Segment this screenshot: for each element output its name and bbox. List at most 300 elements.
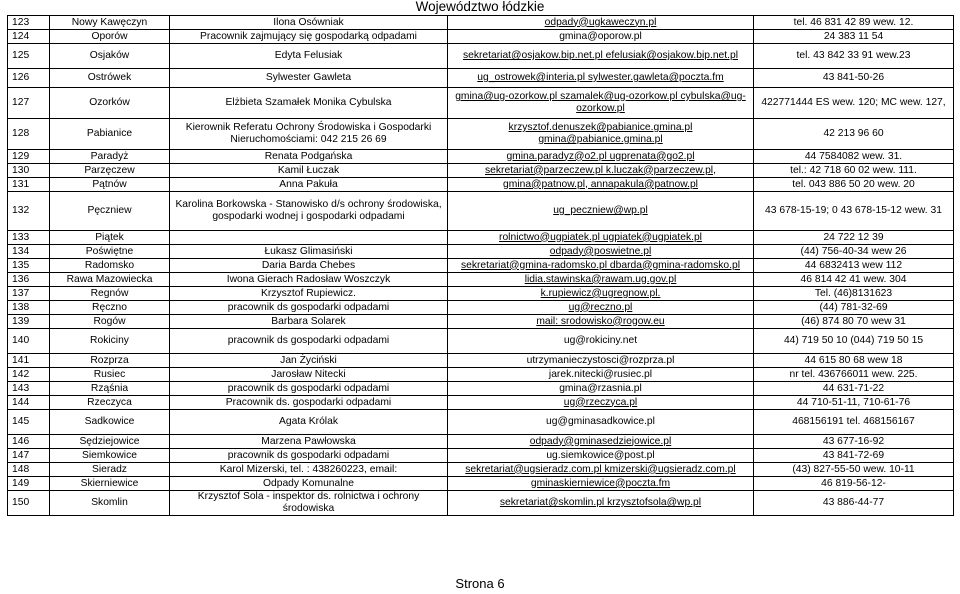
municipality-cell — [50, 30, 170, 44]
contact-person-cell — [170, 396, 448, 410]
row-number-text: 144 — [12, 396, 30, 408]
row-number — [8, 382, 50, 396]
row-number — [8, 44, 50, 69]
municipality-cell — [50, 410, 170, 435]
row-number-text: 131 — [12, 178, 30, 190]
contact-person-cell — [170, 354, 448, 368]
table-row — [8, 329, 954, 354]
row-number-text: 150 — [12, 497, 30, 508]
municipality-cell-text: Ostrówek — [87, 72, 132, 83]
phone-cell-text: tel. 46 831 42 89 wew. 12. — [793, 16, 914, 28]
municipality-cell-text: Paradyż — [90, 150, 129, 162]
phone-cell — [754, 119, 954, 150]
row-number — [8, 69, 50, 88]
contacts-table — [7, 15, 954, 516]
table-row — [8, 119, 954, 150]
email-cell[interactable] — [448, 396, 754, 410]
email-cell-text[interactable]: ug.siemkowice@post.pl — [546, 449, 655, 461]
email-cell-text[interactable]: sekretariat@gmina-radomsko.pl dbarda@gmina-radomsko.pl — [460, 259, 741, 271]
email-cell-text[interactable]: k.rupiewicz@ugregnow.pl. — [540, 287, 661, 299]
phone-cell-text: 44 710-51-11, 710-61-76 — [796, 396, 911, 408]
contact-person-cell-text: Kierownik Referatu Ochrony Środowiska i Gospodarki Nieruchomościami: 042 215 26 69 — [185, 122, 432, 145]
municipality-cell-text: Regnów — [90, 287, 129, 299]
table-row — [8, 231, 954, 245]
contact-person-cell-text: pracownik ds gospodarki odpadami — [227, 335, 390, 346]
contact-person-cell — [170, 301, 448, 315]
contact-person-cell — [170, 178, 448, 192]
table-row — [8, 491, 954, 516]
phone-cell-text: (44) 781-32-69 — [819, 301, 888, 313]
email-cell[interactable] — [448, 30, 754, 44]
municipality-cell — [50, 287, 170, 301]
contact-person-cell-text: Iwona Gierach Radosław Woszczyk — [226, 273, 391, 285]
row-number — [8, 178, 50, 192]
table-row — [8, 463, 954, 477]
phone-cell — [754, 396, 954, 410]
email-cell-text[interactable]: rolnictwo@ugpiatek.pl ugpiatek@ugpiatek.pl — [499, 231, 702, 243]
municipality-cell-text: Piątek — [95, 231, 124, 243]
row-number-text: 127 — [12, 97, 30, 108]
municipality-cell — [50, 69, 170, 88]
email-cell[interactable] — [448, 259, 754, 273]
email-cell-text[interactable]: ug_peczniew@wp.pl — [553, 205, 648, 216]
phone-cell — [754, 287, 954, 301]
table-row — [8, 273, 954, 287]
contact-person-cell — [170, 69, 448, 88]
contact-person-cell-text: Pracownik zajmujący się gospodarką odpadami — [200, 30, 417, 42]
email-cell-text[interactable]: utrzymanieczystosci@rozprza.pl — [526, 354, 675, 366]
contact-person-cell-text: Karol Mizerski, tel. : 438260223, email: — [219, 463, 398, 475]
municipality-cell-text: Skierniewice — [80, 477, 139, 489]
contact-person-cell-text: Anna Pakuła — [279, 178, 338, 190]
municipality-cell-text: Rząśnia — [90, 382, 129, 394]
municipality-cell — [50, 435, 170, 449]
email-cell-text[interactable]: gminaskierniewice@poczta.fm — [530, 477, 671, 489]
phone-cell — [754, 164, 954, 178]
municipality-cell — [50, 449, 170, 463]
phone-cell — [754, 69, 954, 88]
phone-cell-text: 43 678-15-19; 0 43 678-15-12 wew. 31 — [765, 205, 942, 216]
table-row — [8, 192, 954, 231]
email-cell-text[interactable]: gmina@rzasnia.pl — [559, 382, 642, 394]
email-cell[interactable] — [448, 245, 754, 259]
email-cell-text[interactable]: ug@rokiciny.net — [563, 335, 638, 346]
municipality-cell-text: Ręczno — [92, 301, 127, 313]
email-cell[interactable] — [448, 88, 754, 119]
email-cell[interactable] — [448, 463, 754, 477]
row-number-text: 135 — [12, 259, 30, 271]
contact-person-cell — [170, 368, 448, 382]
phone-cell-text: 42 213 96 60 — [823, 128, 884, 139]
email-cell-text[interactable]: odpady@poswietne.pl — [549, 245, 652, 257]
contact-person-cell-text: Pracownik ds. gospodarki odpadami — [225, 396, 392, 408]
email-cell[interactable] — [448, 273, 754, 287]
municipality-cell-text: Oporów — [91, 30, 128, 42]
contact-person-cell-text: pracownik ds gospodarki odpadami — [227, 382, 390, 394]
email-cell-text[interactable]: ug@rzeczyca.pl — [563, 396, 638, 408]
contact-person-cell — [170, 44, 448, 69]
contact-person-cell — [170, 231, 448, 245]
email-cell[interactable] — [448, 164, 754, 178]
municipality-cell — [50, 88, 170, 119]
contact-person-cell — [170, 463, 448, 477]
contact-person-cell-text: Renata Podgańska — [264, 150, 353, 162]
municipality-cell — [50, 119, 170, 150]
phone-cell-text: 44 7584082 wew. 31. — [804, 150, 903, 162]
row-number — [8, 410, 50, 435]
municipality-cell — [50, 463, 170, 477]
municipality-cell — [50, 259, 170, 273]
municipality-cell-text: Sieradz — [92, 463, 127, 475]
email-cell-text[interactable]: gmina@patnow.pl, annapakula@patnow.pl — [503, 178, 698, 190]
email-cell[interactable] — [448, 382, 754, 396]
phone-cell-text: tel.: 42 718 60 02 wew. 111. — [790, 164, 917, 176]
municipality-cell-text: Rogów — [93, 315, 126, 327]
email-cell[interactable] — [448, 178, 754, 192]
municipality-cell — [50, 315, 170, 329]
row-number-text: 143 — [12, 382, 30, 394]
phone-cell-text: tel. 43 842 33 91 wew.23 — [796, 50, 911, 61]
row-number-text: 141 — [12, 354, 30, 366]
phone-cell — [754, 44, 954, 69]
phone-cell — [754, 463, 954, 477]
row-number — [8, 192, 50, 231]
phone-cell-text: 24 722 12 39 — [823, 231, 884, 243]
phone-cell — [754, 477, 954, 491]
phone-cell-text: 43 841-72-69 — [822, 449, 885, 461]
municipality-cell-text: Poświętne — [85, 245, 134, 257]
row-number — [8, 463, 50, 477]
municipality-cell — [50, 16, 170, 30]
phone-cell-text: 44 6832413 wew 112 — [804, 259, 903, 271]
row-number — [8, 491, 50, 516]
municipality-cell-text: Rawa Mazowiecka — [66, 273, 153, 285]
row-number — [8, 396, 50, 410]
row-number — [8, 30, 50, 44]
row-number — [8, 287, 50, 301]
phone-cell — [754, 88, 954, 119]
contact-person-cell — [170, 382, 448, 396]
table-row — [8, 382, 954, 396]
email-cell-text[interactable]: sekretariat@osjakow.bip.net.pl efelusiak@osjakow.bip.net.pl — [462, 50, 739, 61]
table-row — [8, 16, 954, 30]
table-row — [8, 287, 954, 301]
row-number — [8, 477, 50, 491]
phone-cell — [754, 368, 954, 382]
email-cell-text[interactable]: sekretariat@ugsieradz.com.pl kmizerski@ugsieradz.com.pl — [465, 463, 736, 475]
row-number — [8, 368, 50, 382]
email-cell-text[interactable]: gmina.paradyz@o2.pl ugprenata@go2.pl — [506, 150, 695, 162]
email-cell-text[interactable]: odpady@gminasedziejowice.pl — [529, 435, 672, 447]
row-number — [8, 259, 50, 273]
phone-cell — [754, 491, 954, 516]
municipality-cell-text: Nowy Kawęczyn — [71, 16, 148, 28]
table-row — [8, 150, 954, 164]
contact-person-cell-text: Elżbieta Szamałek Monika Cybulska — [225, 97, 392, 108]
row-number-text: 128 — [12, 128, 30, 139]
phone-cell-text: tel. 043 886 50 20 wew. 20 — [792, 178, 915, 190]
row-number-text: 142 — [12, 368, 30, 380]
email-cell[interactable] — [448, 301, 754, 315]
contact-person-cell — [170, 410, 448, 435]
municipality-cell — [50, 150, 170, 164]
phone-cell-text: 44) 719 50 10 (044) 719 50 15 — [783, 335, 924, 346]
phone-cell — [754, 30, 954, 44]
contact-person-cell-text: pracownik ds gospodarki odpadami — [227, 449, 390, 461]
phone-cell — [754, 231, 954, 245]
table-row — [8, 368, 954, 382]
contact-person-cell-text: Krzysztof Rupiewicz. — [261, 287, 356, 299]
contact-person-cell-text: Karolina Borkowska - Stanowisko d/s ochrony środowiska, gospodarki wodnej i gospodarki odpadami — [175, 199, 442, 222]
email-cell[interactable] — [448, 368, 754, 382]
municipality-cell — [50, 164, 170, 178]
municipality-cell — [50, 329, 170, 354]
row-number-text: 132 — [12, 205, 30, 216]
phone-cell — [754, 192, 954, 231]
row-number-text: 123 — [12, 16, 30, 28]
phone-cell — [754, 150, 954, 164]
row-number — [8, 16, 50, 30]
phone-cell — [754, 273, 954, 287]
contact-person-cell — [170, 259, 448, 273]
contact-person-cell — [170, 329, 448, 354]
municipality-cell-text: Rusiec — [93, 368, 126, 380]
municipality-cell — [50, 354, 170, 368]
contact-person-cell — [170, 273, 448, 287]
municipality-cell-text: Pęczniew — [87, 205, 132, 216]
row-number-text: 136 — [12, 273, 30, 285]
email-cell[interactable] — [448, 315, 754, 329]
municipality-cell-text: Pabianice — [86, 128, 133, 139]
contact-person-cell — [170, 164, 448, 178]
phone-cell — [754, 259, 954, 273]
contact-person-cell-text: Marzena Pawłowska — [261, 435, 356, 447]
municipality-cell — [50, 382, 170, 396]
phone-cell-text: 43 677-16-92 — [822, 435, 885, 447]
contact-person-cell — [170, 435, 448, 449]
phone-cell-text: 43 841-50-26 — [822, 72, 885, 83]
phone-cell — [754, 329, 954, 354]
table-row — [8, 178, 954, 192]
municipality-cell-text: Parzęczew — [84, 164, 135, 176]
phone-cell — [754, 435, 954, 449]
municipality-cell — [50, 44, 170, 69]
email-cell[interactable] — [448, 192, 754, 231]
contact-person-cell — [170, 315, 448, 329]
row-number-text: 147 — [12, 449, 30, 461]
email-cell[interactable] — [448, 231, 754, 245]
email-cell[interactable] — [448, 449, 754, 463]
municipality-cell — [50, 301, 170, 315]
table-row — [8, 315, 954, 329]
phone-cell-text: 468156191 tel. 468156167 — [792, 416, 915, 427]
contact-person-cell — [170, 245, 448, 259]
contact-person-cell — [170, 477, 448, 491]
row-number-text: 139 — [12, 315, 30, 327]
municipality-cell-text: Ozorków — [89, 97, 130, 108]
email-cell[interactable] — [448, 69, 754, 88]
table-row — [8, 164, 954, 178]
contact-person-cell — [170, 192, 448, 231]
row-number-text: 138 — [12, 301, 30, 313]
table-row — [8, 245, 954, 259]
municipality-cell — [50, 368, 170, 382]
municipality-cell-text: Siemkowice — [82, 449, 137, 461]
phone-cell-text: 422771444 ES wew. 120; MC wew. 127, — [761, 97, 946, 108]
email-cell[interactable] — [448, 287, 754, 301]
phone-cell-text: (44) 756-40-34 wew 26 — [800, 245, 907, 257]
row-number — [8, 315, 50, 329]
table-row — [8, 410, 954, 435]
contact-person-cell — [170, 119, 448, 150]
row-number — [8, 273, 50, 287]
contact-person-cell-text: Łukasz Glimasiński — [264, 245, 353, 257]
row-number — [8, 449, 50, 463]
phone-cell-text: 46 814 42 41 wew. 304 — [800, 273, 907, 285]
contact-person-cell-text: Krzysztof Sola - inspektor ds. rolnictwa i ochrony środowiska — [197, 491, 420, 514]
table-row — [8, 69, 954, 88]
email-cell-text[interactable]: ug@reczno.pl — [568, 301, 633, 313]
phone-cell — [754, 301, 954, 315]
row-number — [8, 231, 50, 245]
email-cell[interactable] — [448, 16, 754, 30]
row-number-text: 124 — [12, 30, 30, 42]
contact-person-cell — [170, 287, 448, 301]
table-row — [8, 44, 954, 69]
municipality-cell-text: Rozprza — [90, 354, 129, 366]
page-footer: Strona 6 — [455, 576, 505, 591]
table-row — [8, 354, 954, 368]
municipality-cell — [50, 245, 170, 259]
email-cell[interactable] — [448, 435, 754, 449]
phone-cell-text: 43 886-44-77 — [822, 497, 885, 508]
contact-person-cell — [170, 16, 448, 30]
phone-cell-text: 44 615 80 68 wew 18 — [804, 354, 903, 366]
email-cell[interactable] — [448, 44, 754, 69]
phone-cell — [754, 16, 954, 30]
row-number — [8, 435, 50, 449]
email-cell-text[interactable]: krzysztof.denuszek@pabianice.gmina.pl gmina@pabianice.gmina.pl — [508, 122, 693, 145]
municipality-cell — [50, 477, 170, 491]
municipality-cell — [50, 231, 170, 245]
email-cell[interactable] — [448, 410, 754, 435]
email-cell[interactable] — [448, 491, 754, 516]
email-cell[interactable] — [448, 329, 754, 354]
row-number — [8, 329, 50, 354]
row-number-text: 137 — [12, 287, 30, 299]
row-number-text: 125 — [12, 50, 30, 61]
municipality-cell — [50, 396, 170, 410]
table-row — [8, 259, 954, 273]
row-number-text: 126 — [12, 72, 30, 83]
contact-person-cell — [170, 491, 448, 516]
row-number — [8, 88, 50, 119]
row-number — [8, 150, 50, 164]
table-row — [8, 435, 954, 449]
contact-person-cell-text: Edyta Felusiak — [274, 50, 343, 61]
email-cell[interactable] — [448, 354, 754, 368]
row-number-text: 133 — [12, 231, 30, 243]
contact-person-cell-text: Ilona Osówniak — [273, 16, 344, 28]
phone-cell-text: Tel. (46)8131623 — [814, 287, 893, 299]
page-title: Województwo łódzkie — [415, 0, 545, 14]
phone-cell-text: 24 383 11 54 — [823, 30, 884, 42]
email-cell-text[interactable]: lidia.stawinska@rawam.ug.gov.pl — [524, 273, 677, 285]
phone-cell — [754, 410, 954, 435]
row-number — [8, 301, 50, 315]
municipality-cell — [50, 192, 170, 231]
contact-person-cell — [170, 30, 448, 44]
phone-cell — [754, 178, 954, 192]
contact-person-cell-text: Odpady Komunalne — [262, 477, 355, 489]
email-cell-text[interactable]: sekretariat@parzeczew.pl k.luczak@parzeczew.pl, — [485, 164, 716, 176]
municipality-cell-text: Osjaków — [89, 50, 130, 61]
table-row — [8, 88, 954, 119]
municipality-cell-text: Rzeczyca — [87, 396, 132, 408]
municipality-cell-text: Radomsko — [84, 259, 135, 271]
row-number-text: 149 — [12, 477, 30, 489]
row-number-text: 130 — [12, 164, 30, 176]
row-number — [8, 245, 50, 259]
table-row — [8, 396, 954, 410]
row-number-text: 145 — [12, 416, 30, 427]
row-number — [8, 354, 50, 368]
phone-cell-text: 44 631-71-22 — [822, 382, 885, 394]
municipality-cell-text: Sędziejowice — [79, 435, 140, 447]
phone-cell-text: (43) 827-55-50 wew. 10-11 — [792, 463, 915, 475]
email-cell-text[interactable]: gmina@ug-ozorkow.pl szamalek@ug-ozorkow.pl cybulska@ug-ozorkow.pl — [455, 91, 746, 114]
row-number-text: 148 — [12, 463, 30, 475]
contact-person-cell — [170, 150, 448, 164]
email-cell-text[interactable]: odpady@ugkaweczyn.pl — [544, 16, 657, 28]
email-cell-text[interactable]: sekretariat@skomlin.pl krzysztofsola@wp.pl — [499, 497, 702, 508]
row-number-text: 140 — [12, 335, 30, 346]
email-cell[interactable] — [448, 150, 754, 164]
email-cell-text[interactable]: ug_ostrowek@interia.pl sylwester.gawleta@poczta.fm — [477, 72, 724, 83]
phone-cell — [754, 449, 954, 463]
contact-person-cell-text: Jarosław Nitecki — [271, 368, 346, 380]
table-row — [8, 477, 954, 491]
phone-cell-text: (46) 874 80 70 wew 31 — [801, 315, 906, 327]
email-cell[interactable] — [448, 119, 754, 150]
municipality-cell — [50, 273, 170, 287]
table-row — [8, 30, 954, 44]
municipality-cell — [50, 178, 170, 192]
phone-cell — [754, 245, 954, 259]
municipality-cell-text: Sadkowice — [84, 416, 135, 427]
contact-person-cell-text: Agata Królak — [279, 416, 338, 427]
email-cell-text[interactable]: gmina@oporow.pl — [559, 30, 642, 42]
contact-person-cell — [170, 88, 448, 119]
email-cell-text[interactable]: ug@gminasadkowice.pl — [546, 416, 655, 427]
municipality-cell-text: Rokiciny — [90, 335, 129, 346]
contact-person-cell-text: pracownik ds gospodarki odpadami — [227, 301, 390, 313]
email-cell-text[interactable]: jarek.nitecki@rusiec.pl — [548, 368, 653, 380]
table-row — [8, 449, 954, 463]
phone-cell-text: nr tel. 436766011 wew. 225. — [789, 368, 918, 380]
municipality-cell-text: Pątnów — [92, 178, 127, 190]
phone-cell-text: 46 819-56-12- — [821, 477, 886, 489]
row-number-text: 146 — [12, 435, 30, 447]
municipality-cell-text: Skomlin — [91, 497, 128, 508]
phone-cell — [754, 315, 954, 329]
email-cell-text[interactable]: mail: srodowisko@rogow.eu — [536, 315, 665, 327]
contact-person-cell-text: Sylwester Gawleta — [265, 72, 352, 83]
row-number — [8, 119, 50, 150]
table-row — [8, 301, 954, 315]
row-number-text: 134 — [12, 245, 30, 257]
email-cell[interactable] — [448, 477, 754, 491]
